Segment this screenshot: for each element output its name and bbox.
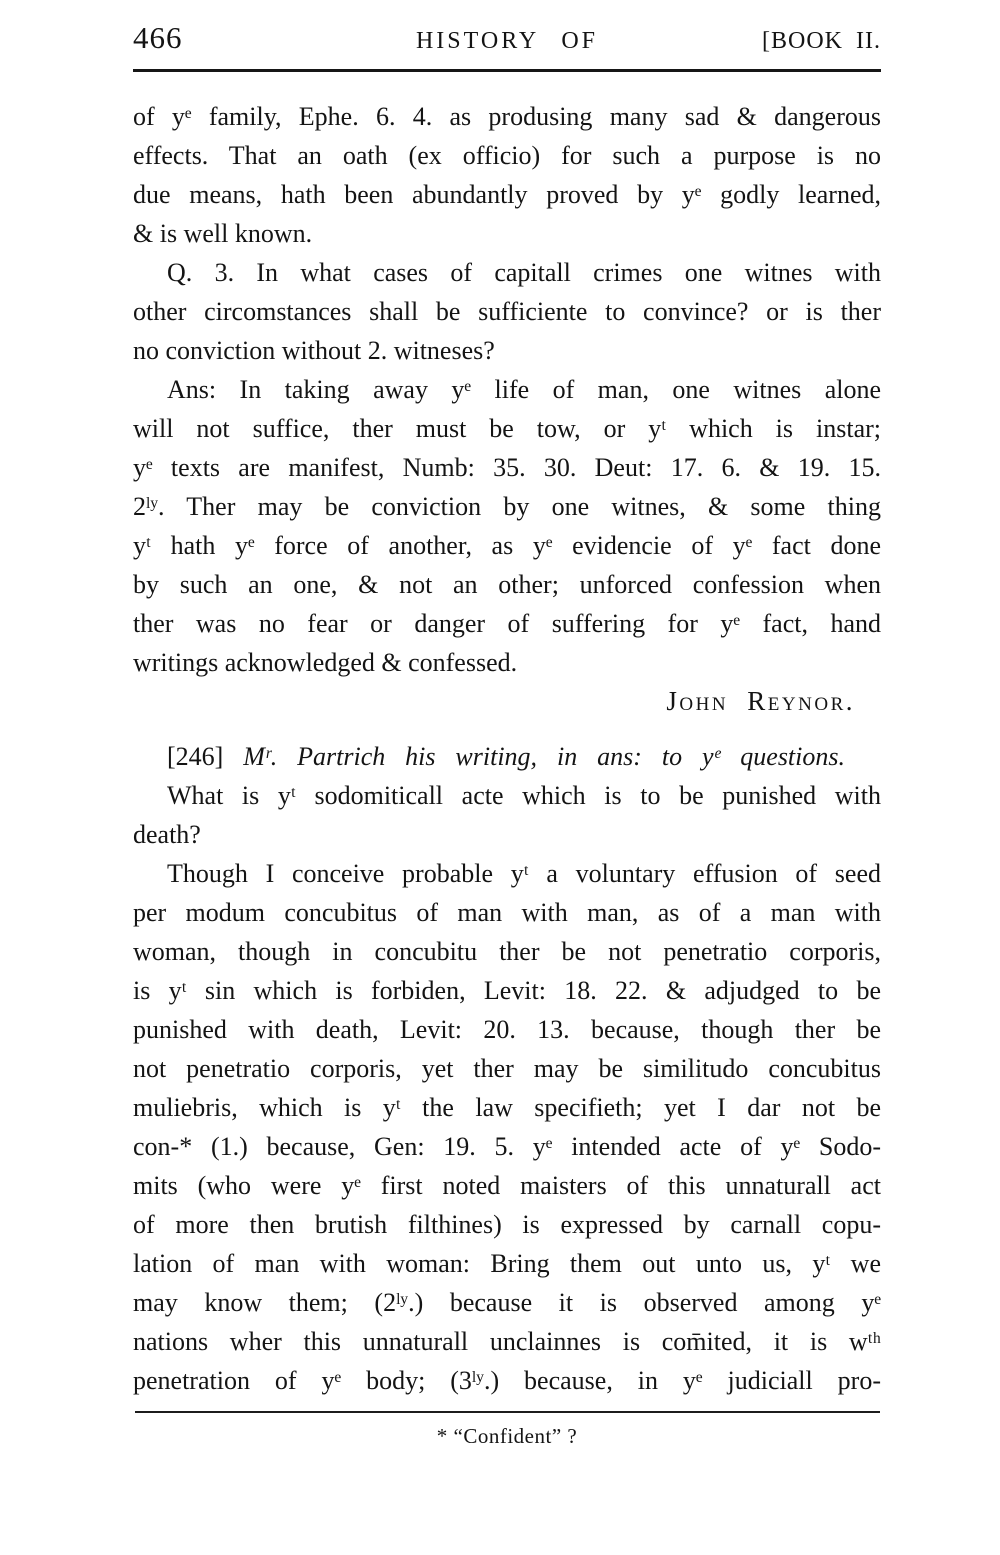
- text-line: will not suffice, ther must be tow, or yᵗ which is instar;: [133, 414, 881, 443]
- text-line: Q. 3. In what cases of capitall crimes one witnes with: [167, 258, 881, 287]
- text-line: yᵉ texts are manifest, Numb: 35. 30. Deut: 17. 6. & 19. 15.: [133, 453, 881, 482]
- text-line: muliebris, which is yᵗ the law specifieth; yet I dar not be: [133, 1093, 881, 1122]
- text-line: death?: [133, 820, 201, 849]
- page-body: [133, 97, 881, 1400]
- paragraph-answer-patrick: [133, 854, 881, 1400]
- text-line: due means, hath been abundantly proved by yᵉ godly learned,: [133, 180, 881, 209]
- book-label: [BOOK II.: [762, 28, 881, 54]
- page-header: [133, 20, 881, 56]
- text-line: may know them; (2ˡʸ.) because it is observed among yᵉ: [133, 1288, 881, 1317]
- footnote-rule: [135, 1411, 880, 1413]
- text-line: What is yᵗ sodomiticall acte which is to be punished with: [167, 781, 881, 810]
- text-line: other circomstances shall be sufficiente to convince? or is ther: [133, 297, 881, 326]
- text-line: lation of man with woman: Bring them out unto us, yᵗ we: [133, 1249, 881, 1278]
- text-line: Ans: In taking away yᵉ life of man, one witnes alone: [167, 375, 881, 404]
- text-line: con-* (1.) because, Gen: 19. 5. yᵉ intended acte of yᵉ Sodo-: [133, 1132, 881, 1161]
- paragraph-answer: [133, 370, 881, 682]
- footnote: * “Confident” ?: [436, 1424, 578, 1448]
- heading-number: [246]: [167, 742, 224, 771]
- text-line: of yᵉ family, Ephe. 6. 4. as produsing many sad & dangerous: [133, 102, 881, 131]
- header-rule: [133, 69, 881, 72]
- text-line: of more then brutish filthines) is expressed by carnall copu-: [133, 1210, 881, 1239]
- paragraph-oath: [133, 97, 881, 253]
- section-heading: [133, 737, 881, 776]
- text-line: mits (who were yᵉ first noted maisters of this unnaturall act: [133, 1171, 881, 1200]
- text-line: woman, though in concubitu ther be not penetratio corporis,: [133, 937, 881, 966]
- text-line: Though I conceive probable yᵗ a voluntary effusion of seed: [167, 859, 881, 888]
- text-line: no conviction without 2. witneses?: [133, 336, 495, 365]
- signature: John Reynor.: [666, 686, 855, 716]
- text-line: yᵗ hath yᵉ force of another, as yᵉ evidencie of yᵉ fact done: [133, 531, 881, 560]
- paragraph-question-sodomy: [133, 776, 881, 854]
- text-line: by such an one, & not an other; unforced confession when: [133, 570, 881, 599]
- text-line: & is well known.: [133, 219, 313, 248]
- text-line: is yᵗ sin which is forbiden, Levit: 18. 22. & adjudged to be: [133, 976, 881, 1005]
- text-line: effects. That an oath (ex officio) for such a purpose is no: [133, 141, 881, 170]
- text-line: punished with death, Levit: 20. 13. because, though ther be: [133, 1015, 881, 1044]
- page-number: 466: [133, 20, 183, 55]
- text-line: 2ˡʸ. Ther may be conviction by one witnes, & some thing: [133, 492, 881, 521]
- text-line: writings acknowledged & confessed.: [133, 648, 518, 677]
- paragraph-question-3: [133, 253, 881, 370]
- heading-text: Mʳ. Partrich his writing, in ans: to yᵉ questions.: [243, 742, 845, 771]
- text-line: not penetratio corporis, yet ther may be similitudo concubitus: [133, 1054, 881, 1083]
- text-line: penetration of yᵉ body; (3ˡʸ.) because, in yᵉ judiciall pro-: [133, 1366, 881, 1395]
- text-line: per modum concubitus of man with man, as of a man with: [133, 898, 881, 927]
- text-line: nations wher this unnaturall unclainnes is com̄ited, it is wᵗʰ: [133, 1327, 881, 1356]
- text-line: ther was no fear or danger of suffering for yᵉ fact, hand: [133, 609, 881, 638]
- running-title: HISTORY OF: [415, 28, 599, 54]
